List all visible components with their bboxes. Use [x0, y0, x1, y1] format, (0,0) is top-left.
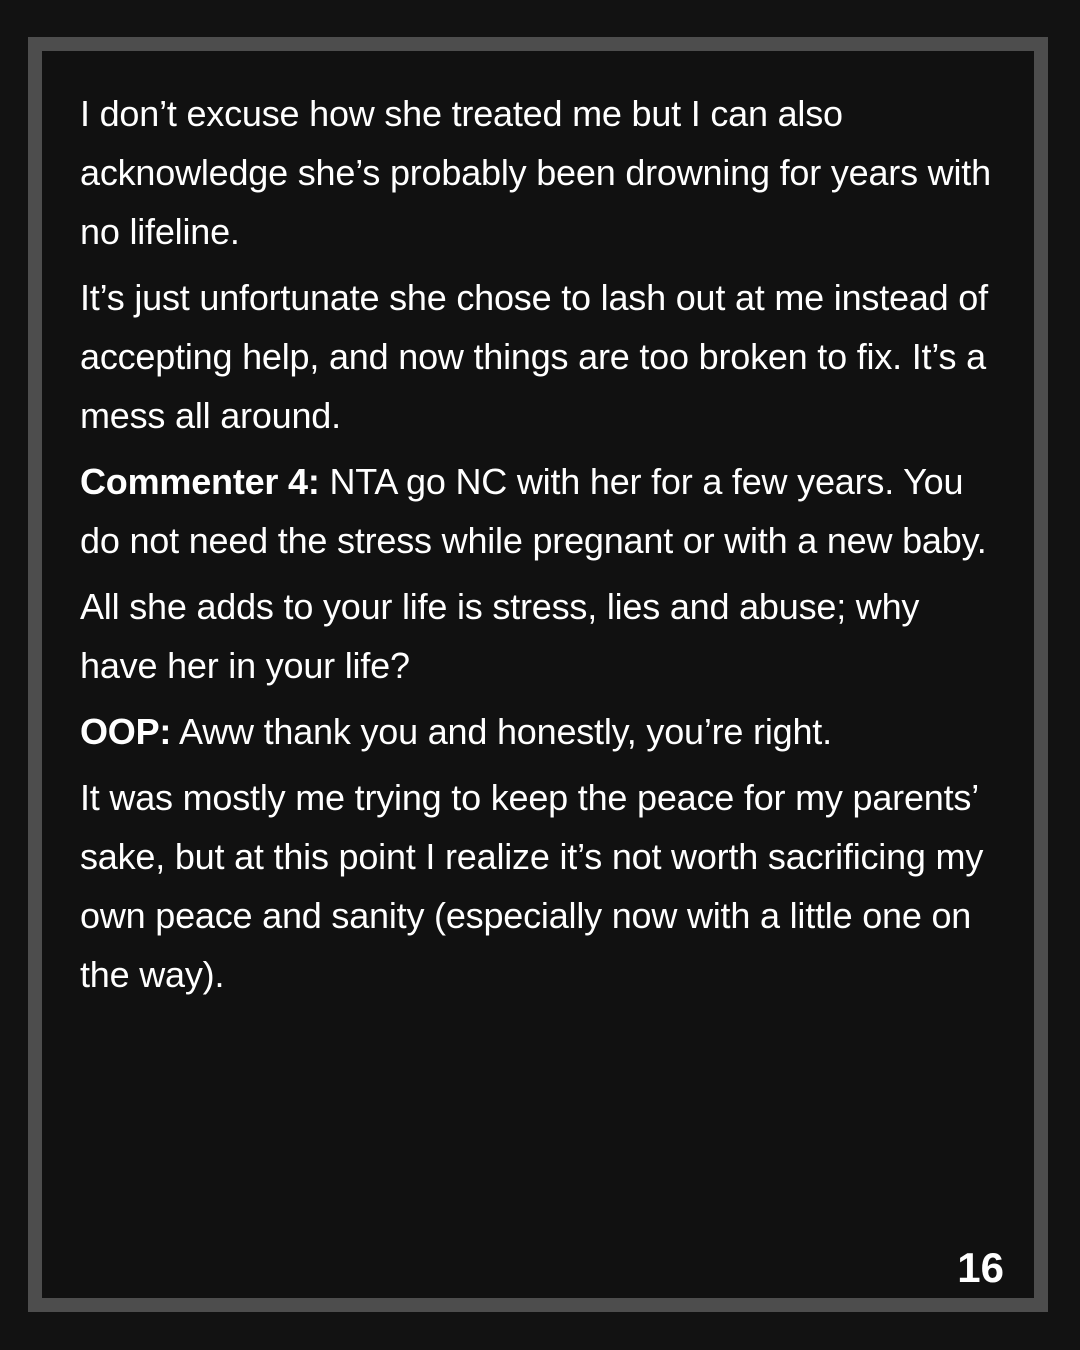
- page-number: 16: [957, 1244, 1004, 1291]
- paragraph-4: [80, 577, 1000, 695]
- paragraph-3: [80, 452, 1000, 570]
- paragraph-text: Aww thank you and honestly, you’re right.: [171, 711, 832, 752]
- comment-text-block: [80, 84, 1000, 1011]
- paragraph-text: I don’t excuse how she treated me but I can also acknowledge she’s probably been drowning for years with no lifeline.: [80, 93, 991, 252]
- paragraph-1: [80, 84, 1000, 261]
- paragraph-text: All she adds to your life is stress, lies and abuse; why have her in your life?: [80, 586, 920, 686]
- paragraph-6: [80, 768, 1000, 1004]
- paragraph-text: NTA go NC with her for a few years. You do not need the stress while pregnant or with a new baby.: [80, 461, 987, 561]
- speaker-label-oop: OOP:: [80, 711, 172, 752]
- speaker-label-commenter-4: Commenter 4:: [80, 461, 320, 502]
- paragraph-text: It’s just unfortunate she chose to lash out at me instead of accepting help, and now things are too broken to fix. It’s a mess all around.: [80, 277, 988, 436]
- paragraph-text: It was mostly me trying to keep the peace for my parents’ sake, but at this point I realize it’s not worth sacrificing my own peace and sanity (especially now with a little one on the way).: [80, 777, 984, 995]
- paragraph-2: [80, 268, 1000, 445]
- paragraph-5: [80, 702, 1000, 761]
